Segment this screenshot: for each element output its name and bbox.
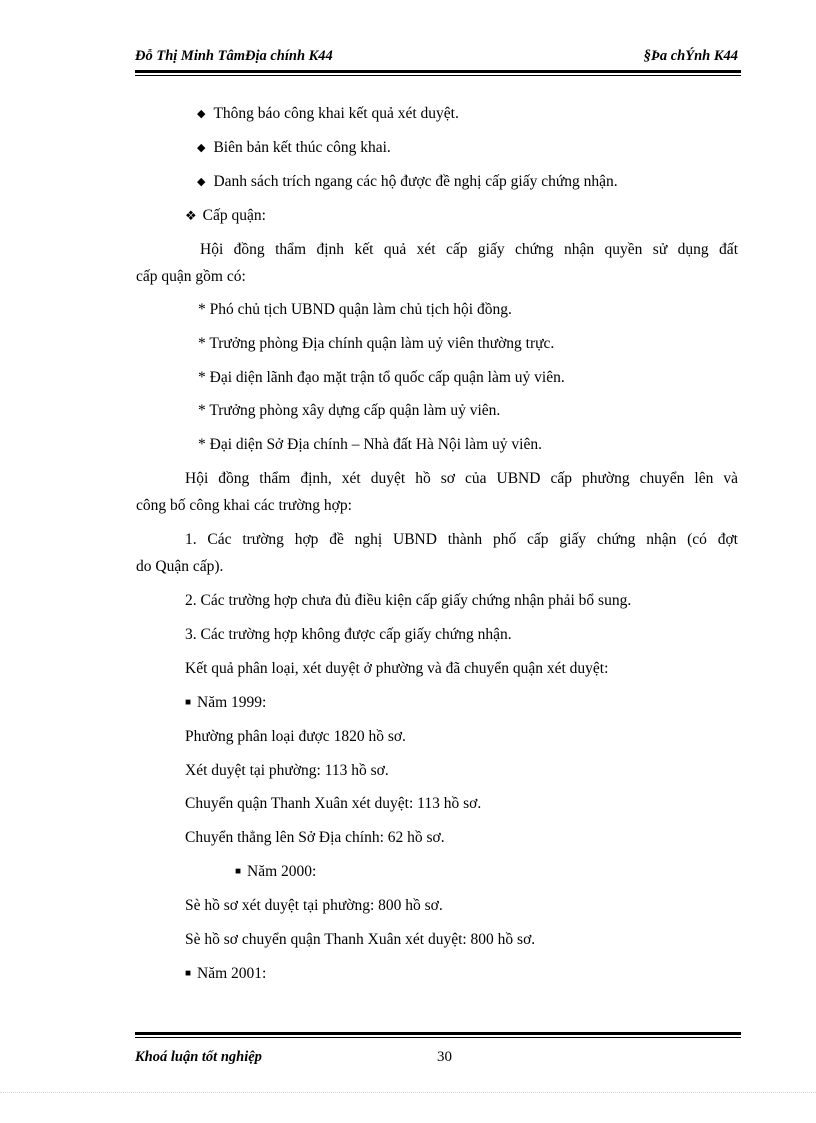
member-item: * Phó chủ tịch UBND quận làm chủ tịch hội đồng. [198, 301, 512, 318]
numbered-item-continuation: do Quận cấp). [136, 558, 224, 575]
diamond-bullet-icon: ◆ [197, 176, 206, 188]
bullet-item: ◆ Biên bản kết thúc công khai. [197, 139, 391, 156]
square-bullet-icon: ■ [185, 968, 192, 979]
member-item: * Trưởng phòng xây dựng cấp quận làm uỷ viên. [198, 402, 501, 419]
member-item: * Trưởng phòng Địa chính quận làm uỷ viên thường trực. [198, 335, 555, 352]
year-item: ■ Năm 2000: [235, 863, 317, 880]
numbered-item: 2. Các trường hợp chưa đủ điều kiện cấp giấy chứng nhận phải bổ sung. [185, 592, 632, 609]
paragraph-line: Hội đồng thẩm định, xét duyệt hồ sơ của UBND cấp phường chuyển lên và [185, 470, 738, 487]
numbered-item: 1. Các trường hợp đề nghị UBND thành phố cấp giấy chứng nhận (có đợt [185, 531, 738, 548]
year-item: ■ Năm 2001: [185, 965, 267, 982]
header-rule-thick [135, 70, 741, 73]
year-item: ■ Năm 1999: [185, 694, 267, 711]
paragraph-line: Hội đồng thẩm định kết quả xét cấp giấy chứng nhận quyền sử dụng đất [200, 241, 738, 258]
header-left-text: Đỗ Thị Minh TâmĐịa chính K44 [135, 48, 333, 64]
member-item: * Đại diện lãnh đạo mặt trận tổ quốc cấp quận làm uỷ viên. [198, 369, 565, 386]
bullet-item: ◆ Thông báo công khai kết quả xét duyệt. [197, 105, 459, 122]
paragraph-line: công bố công khai các trường hợp: [136, 497, 352, 514]
result-line: Chuyển thẳng lên Sở Địa chính: 62 hồ sơ. [185, 829, 445, 846]
result-line: Sè hồ sơ chuyển quận Thanh Xuân xét duyệt: 800 hồ sơ. [185, 931, 536, 948]
bullet-item: ◆ Danh sách trích ngang các hộ được đề nghị cấp giấy chứng nhận. [197, 173, 618, 190]
result-line: Sè hồ sơ xét duyệt tại phường: 800 hồ sơ. [185, 897, 443, 914]
page-bottom-divider [0, 1092, 816, 1093]
section-heading: ❖ Cấp quận: [185, 207, 266, 224]
paragraph-line: cấp quận gồm có: [136, 268, 246, 285]
diamond-bullet-icon: ◆ [197, 142, 206, 154]
square-bullet-icon: ■ [185, 697, 192, 708]
page-number: 30 [437, 1049, 452, 1065]
result-line: Xét duyệt tại phường: 113 hồ sơ. [185, 762, 389, 779]
page-header [135, 48, 740, 68]
member-item: * Đại diện Sở Địa chính – Nhà đất Hà Nội làm uỷ viên. [198, 436, 542, 453]
square-bullet-icon: ■ [235, 866, 242, 877]
four-diamond-bullet-icon: ❖ [185, 208, 197, 223]
footer-rule-thin [135, 1037, 741, 1038]
paragraph-line: Kết quả phân loại, xét duyệt ở phường và đã chuyển quận xét duyệt: [185, 660, 609, 677]
header-right-text: §Þa chÝnh K44 [643, 48, 738, 64]
result-line: Phường phân loại được 1820 hồ sơ. [185, 728, 406, 745]
result-line: Chuyển quận Thanh Xuân xét duyệt: 113 hồ sơ. [185, 795, 482, 812]
footer-left-text: Khoá luận tốt nghiệp [135, 1049, 262, 1065]
header-rule-thin [135, 75, 741, 76]
footer-rule-thick [135, 1032, 741, 1035]
numbered-item: 3. Các trường hợp không được cấp giấy chứng nhận. [185, 626, 512, 643]
diamond-bullet-icon: ◆ [197, 108, 206, 120]
